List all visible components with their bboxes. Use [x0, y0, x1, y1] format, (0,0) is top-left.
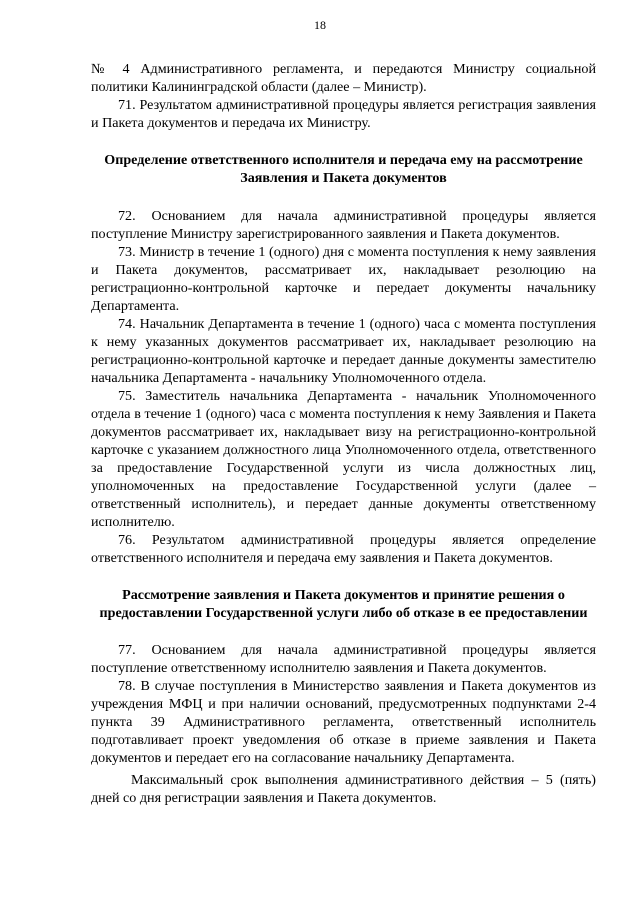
paragraph-74: 74. Начальник Департамента в течение 1 (одного) часа с момента поступления к нему указанных документов рассматривает их, накладывает резолюцию на регистрационно-контрольной карточке и передает данные документы заместителю начальника Департамента - начальнику Уполномоченного отдела.	[91, 316, 596, 386]
paragraph-75: 75. Заместитель начальника Департамента - начальник Уполномоченного отдела в течение 1 (одного) часа с момента поступления к нему Заявления и Пакета документов рассматривает их, накладывает визу на регистрационно-контрольной карточке с указанием должностного лица Уполномоченного отдела, ответственного за предоставление Государственной услуги из числа должностных лиц, уполномоченных на предоставление Государственной услуги (далее – ответственный исполнитель), и передает данные документы ответственному исполнителю.	[91, 388, 596, 530]
section-heading-responsible-executor: Определение ответственного исполнителя и передача ему на рассмотрение Заявления и Пакета документов	[104, 152, 583, 186]
paragraph-73: 73. Министр в течение 1 (одного) дня с момента поступления к нему заявления и Пакета документов, рассматривает их, накладывает резолюцию на регистрационно-контрольной карточке и передает документы начальнику Департамента.	[91, 244, 596, 314]
paragraph-72: 72. Основанием для начала административной процедуры является поступление Министру зарегистрированного заявления и Пакета документов.	[91, 208, 596, 242]
page-content	[91, 60, 596, 807]
section-heading-review-decision: Рассмотрение заявления и Пакета документов и принятие решения о предоставлении Государственной услуги либо об отказе в ее предоставлении	[99, 587, 588, 621]
paragraph-max-period: Максимальный срок выполнения административного действия – 5 (пять) дней со дня регистрации заявления и Пакета документов.	[91, 772, 596, 806]
paragraph-continuation: № 4 Административного регламента, и передаются Министру социальной политики Калининградской области (далее – Министр).	[91, 61, 596, 95]
paragraph-71: 71. Результатом административной процедуры является регистрация заявления и Пакета документов и передача их Министру.	[91, 97, 596, 131]
paragraph-78: 78. В случае поступления в Министерство заявления и Пакета документов из учреждения МФЦ и при наличии оснований, предусмотренных подпунктами 2-4 пункта 39 Административного регламента, ответственный исполнитель подготавливает проект уведомления об отказе в приеме заявления и Пакета документов и передает его на согласование начальнику Департамента.	[91, 678, 596, 766]
paragraph-76: 76. Результатом административной процедуры является определение ответственного исполнителя и передача ему заявления и Пакета документов.	[91, 532, 596, 566]
page-number: 18	[314, 18, 326, 32]
paragraph-77: 77. Основанием для начала административной процедуры является поступление ответственному исполнителю заявления и Пакета документов.	[91, 642, 596, 676]
